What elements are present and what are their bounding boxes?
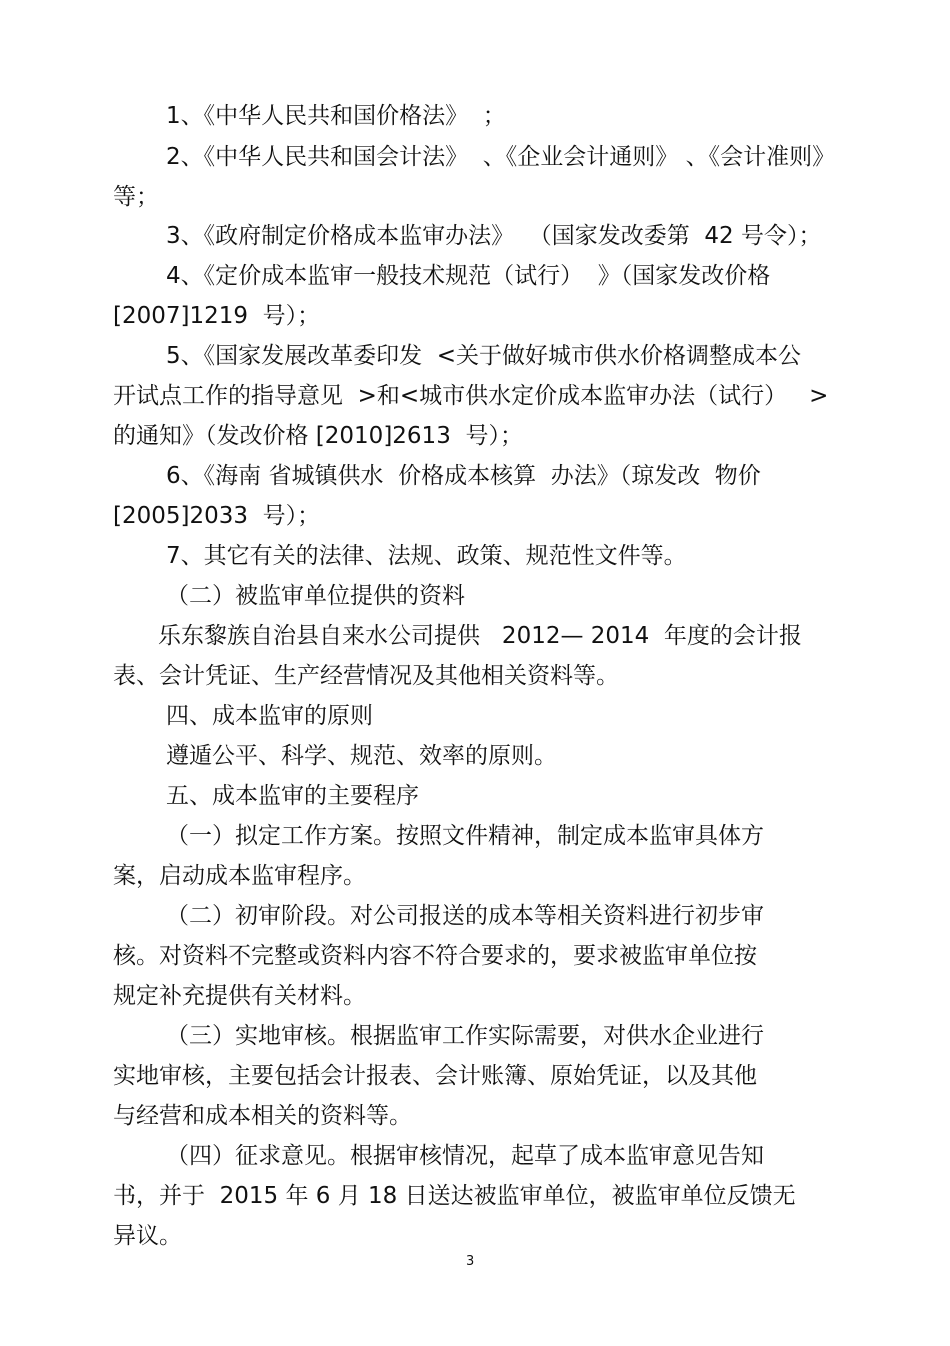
text-line: （四）征求意见。根据审核情况，起草了成本监审意见告知 xyxy=(166,1143,764,1169)
text-line: （一）拟定工作方案。按照文件精神，制定成本监审具体方 xyxy=(166,823,764,849)
text-line: 5、《国家发展改革委印发 <关于做好城市供水价格调整成本公 xyxy=(166,343,802,369)
page-number: 3 xyxy=(466,1254,475,1269)
text-line: 规定补充提供有关材料。 xyxy=(113,983,366,1009)
text-line: 4、《定价成本监审一般技术规范（试行） 》（国家发改价格 xyxy=(166,263,771,289)
text-line: 遵遁公平、科学、规范、效率的原则。 xyxy=(166,743,557,769)
text-line: [2007]1219 号）； xyxy=(113,303,321,329)
text-line: 书，并于 2015 年 6 月 18 日送达被监审单位，被监审单位反馈无 xyxy=(113,1183,796,1209)
section-heading: 五、成本监审的主要程序 xyxy=(166,783,419,809)
text-line: 6、《海南 省城镇供水 价格成本核算 办法》（琼发改 物价 xyxy=(166,463,761,489)
text-line: 1、《中华人民共和国价格法》 ； xyxy=(166,103,506,129)
text-line: （二）初审阶段。对公司报送的成本等相关资料进行初步审 xyxy=(166,903,764,929)
text-line: 乐东黎族自治县自来水公司提供 2012— 2014 年度的会计报 xyxy=(158,623,802,649)
text-line: 等； xyxy=(113,184,159,210)
text-line: 核。对资料不完整或资料内容不符合要求的，要求被监审单位按 xyxy=(113,943,757,969)
text-line: 异议。 xyxy=(113,1223,182,1249)
text-line: 开试点工作的指导意见 >和<城市供水定价成本监审办法（试行） > xyxy=(113,383,829,409)
text-line: 与经营和成本相关的资料等。 xyxy=(113,1103,412,1129)
text-line: 表、会计凭证、生产经营情况及其他相关资料等。 xyxy=(113,663,619,689)
text-line: [2005]2033 号）； xyxy=(113,503,321,529)
text-line: 案，启动成本监审程序。 xyxy=(113,863,366,889)
text-line: （三）实地审核。根据监审工作实际需要，对供水企业进行 xyxy=(166,1023,764,1049)
text-line: 2、《中华人民共和国会计法》 、《企业会计通则》 、《会计准则》 xyxy=(166,144,836,170)
section-heading: （二）被监审单位提供的资料 xyxy=(166,583,465,609)
text-line: 实地审核，主要包括会计报表、会计账簿、原始凭证，以及其他 xyxy=(113,1063,757,1089)
section-heading: 四、成本监审的原则 xyxy=(166,703,373,729)
text-line: 3、《政府制定价格成本监审办法》 （国家发改委第 42 号令）； xyxy=(166,223,822,249)
text-line: 7、其它有关的法律、法规、政策、规范性文件等。 xyxy=(166,543,687,569)
text-line: 的通知》（发改价格 [2010]2613 号）； xyxy=(113,423,523,449)
